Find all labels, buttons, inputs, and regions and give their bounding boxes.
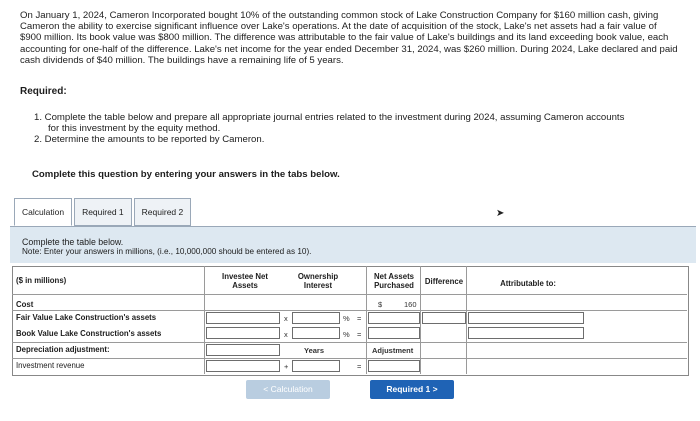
next-required-1-button[interactable]: Required 1 > [370,380,454,399]
cost-value: 160 [404,300,417,309]
percent-symbol: % [343,314,350,323]
panel-line-2: Note: Enter your answers in millions, (i.e., 10,000,000 should be entered as 10). [22,247,312,256]
problem-text: On January 1, 2024, Cameron Incorporated bought 10% of the outstanding common stock of Lake Construction Company for $160 million cash, giving Cameron the ability to exercise significant influence over Lake's operations. At the date of acquisition of the stock, Lake's net assets had a fair value of $900 million. Its book value was $800 million. The difference was attributable to the fair value of Lake's buildings and its land exceeding book value, each accounting for one-half of the difference. Lake's net income for the year ended December 31, 2024, was $260 million. During 2024, Lake declared and paid cash dividends of $40 million. The buildings have a remaining life of 5 years. [20,10,678,66]
equals-symbol: = [357,330,362,339]
header-ownership: Ownership Interest [297,272,339,290]
instruction-panel [10,226,696,263]
book-value-ownership-input[interactable] [292,327,340,339]
row-label-cost: Cost [16,300,34,309]
row-label-investment-revenue: Investment revenue [16,361,85,370]
required-item-1: 1. Complete the table below and prepare all appropriate journal entries related to the investment during 2024, assuming Cameron accounts for this investment by the equity method. [34,112,625,134]
cost-dollar-sign: $ [378,300,383,309]
header-net-assets: Net Assets Purchased [373,272,414,290]
instruction-text: Complete this question by entering your answers in the tabs below. [32,169,340,180]
fair-value-net-assets-input[interactable] [206,312,280,324]
mouse-cursor-icon: ➤ [496,208,505,219]
investment-revenue-total-input[interactable] [368,360,420,372]
adjustment-label: Adjustment [372,346,414,355]
row-divider [12,358,687,359]
investment-revenue-input[interactable] [206,360,280,372]
tab-required-1[interactable]: Required 1 [74,198,132,226]
corner-label: ($ in millions) [16,276,67,285]
tab-bar [14,198,193,226]
required-title: Required: [20,86,67,97]
row-divider [12,342,687,343]
book-value-net-assets-input[interactable] [206,327,280,339]
prev-calculation-button[interactable]: < Calculation [246,380,330,399]
header-difference: Difference [424,277,464,286]
row-label-depreciation: Depreciation adjustment: [16,345,110,354]
years-label: Years [304,346,325,355]
row-label-fair-value: Fair Value Lake Construction's assets [16,313,157,322]
multiply-symbol: x [284,330,288,339]
panel-line-1: Complete the table below. [22,237,124,247]
header-investee: Investee Net Assets [222,272,268,290]
book-value-attributable-input[interactable] [468,327,584,339]
tab-required-2[interactable]: Required 2 [134,198,192,226]
fair-value-attributable-input[interactable] [468,312,584,324]
investment-revenue-ownership-input[interactable] [292,360,340,372]
tab-calculation[interactable]: Calculation [14,198,72,226]
header-attributable: Attributable to: [500,279,556,288]
equals-symbol: = [357,314,362,323]
required-list [34,112,634,145]
book-value-purchased-input[interactable] [368,327,420,339]
row-label-book-value: Book Value Lake Construction's assets [16,329,162,338]
plus-symbol: + [284,362,289,371]
equals-symbol: = [357,362,362,371]
multiply-symbol: x [284,314,288,323]
fair-value-purchased-input[interactable] [368,312,420,324]
percent-symbol: % [343,330,350,339]
required-item-2: 2. Determine the amounts to be reported by Cameron. [34,134,265,145]
fair-value-ownership-input[interactable] [292,312,340,324]
table-header-divider [12,294,687,295]
fair-value-difference-input[interactable] [422,312,466,324]
depreciation-amount-input[interactable] [206,344,280,356]
row-divider [12,310,687,311]
